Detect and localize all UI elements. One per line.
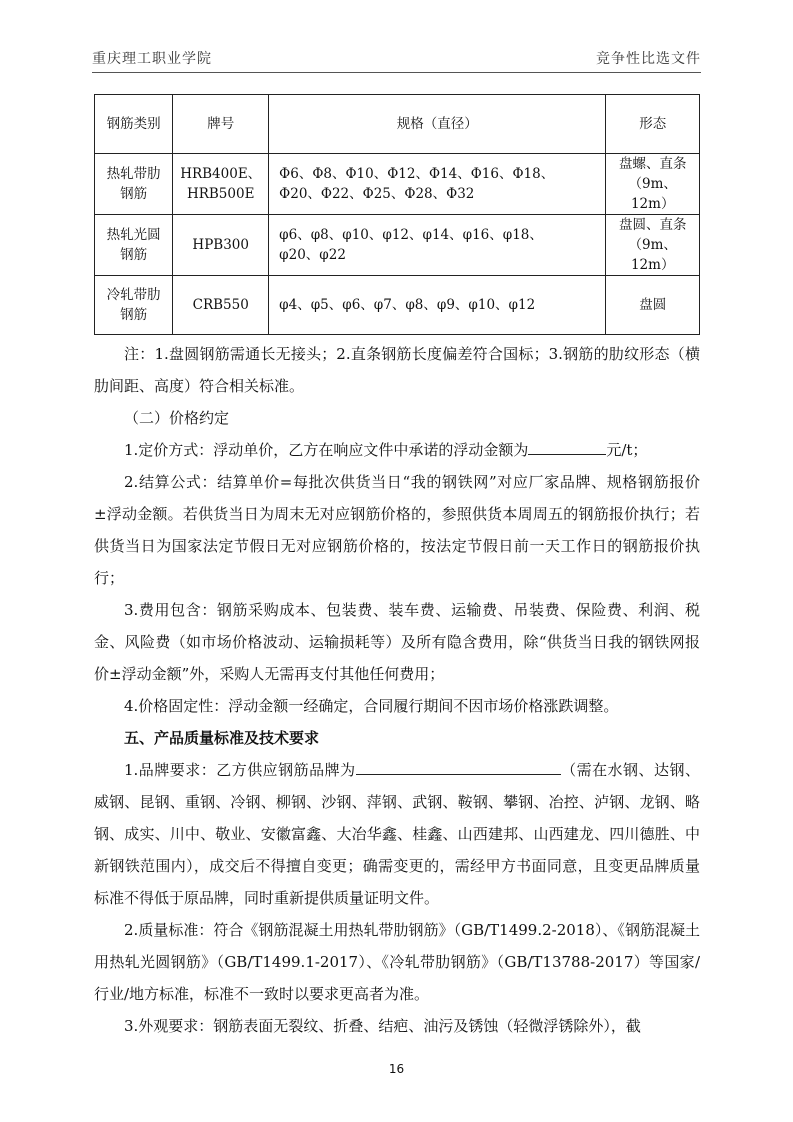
- spec-line: φ20、φ22: [279, 247, 346, 263]
- price-clause-2: 2.结算公式：结算单价=每批次供货当日“我的钢铁网”对应厂家品牌、规格钢筋报价±浮动金额。若供货当日为周末无对应钢筋价格的，参照供货本周周五的钢筋报价执行；若供货当日为国家法定节假日无对应钢筋价格的，按法定节假日前一天工作日的钢筋报价执行；: [94, 473, 700, 587]
- section-heading-quality: 五、产品质量标准及技术要求: [124, 729, 320, 747]
- cell-form: [606, 215, 700, 276]
- page-number: 16: [388, 1062, 405, 1076]
- price-clause-1-text: 1.定价方式：浮动单价，乙方在响应文件中承诺的浮动金额为: [124, 441, 529, 459]
- cell-form: 盘圆: [606, 276, 700, 335]
- cell-category: [95, 215, 173, 276]
- spec-line: Φ20、Φ22、Φ25、Φ28、Φ32: [279, 186, 475, 202]
- category-line: 钢筋: [120, 307, 148, 323]
- brand-blank[interactable]: [356, 756, 561, 775]
- table-note: 注：1.盘圆钢筋需通长无接头；2.直条钢筋长度偏差符合国标；3.钢筋的肋纹形态（横肋间距、高度）符合相关标准。: [94, 345, 700, 395]
- category-line: 热轧光圆: [106, 227, 161, 243]
- quality-clause-1-text: 1.品牌要求：乙方供应钢筋品牌为: [124, 761, 356, 779]
- brand-list-text: （需在水钢、达钢、威钢、昆钢、重钢、冷钢、柳钢、沙钢、萍钢、武钢、鞍钢、攀钢、冶控、泸钢、龙钢、略钢、成实、川中、敬业、安徽富鑫、大冶华鑫、桂鑫、山西建邦、山西建龙、四川德胜、中新钢铁范围内），成交后不得擅自变更；确需变更的，需经甲方书面同意，且变更品牌质量标准不得低于原品牌，同时重新提供质量证明文件。: [94, 761, 700, 907]
- cell-grade: HRB400E、HRB500E: [173, 154, 269, 215]
- quality-clause-3: 3.外观要求：钢筋表面无裂纹、折叠、结疤、油污及锈蚀（轻微浮锈除外），截: [124, 1017, 641, 1035]
- table-header-row: [95, 95, 700, 154]
- cell-spec: [269, 215, 606, 276]
- price-clause-3: 3.费用包含：钢筋采购成本、包装费、装车费、运输费、吊装费、保险费、利润、税金、风险费（如市场价格波动、运输损耗等）及所有隐含费用，除“供货当日我的钢铁网报价±浮动金额”外，采购人无需再支付其他任何费用；: [94, 601, 700, 683]
- cell-category: [95, 276, 173, 335]
- form-line: （9m、12m）: [628, 237, 677, 273]
- section-heading-price: （二）价格约定: [124, 409, 230, 427]
- category-line: 钢筋: [120, 186, 148, 202]
- document-body: [94, 338, 700, 1042]
- price-clause-4: 4.价格固定性：浮动金额一经确定，合同履行期间不因市场价格涨跌调整。: [124, 697, 619, 715]
- header-divider: [92, 72, 701, 73]
- quality-clause-2: 2.质量标准：符合《钢筋混凝土用热轧带肋钢筋》（GB/T1499.2-2018）、《钢筋混凝土用热轧光圆钢筋》（GB/T1499.1-2017）、《冷轧带肋钢筋》（GB/T13788-2017）等国家/行业/地方标准，标准不一致时以要求更高者为准。: [94, 921, 700, 1003]
- header-doc-type: 竞争性比选文件: [596, 51, 701, 67]
- cell-spec: [269, 154, 606, 215]
- cell-grade: CRB550: [173, 276, 269, 335]
- col-header-grade: 牌号: [173, 95, 269, 154]
- col-header-form: 形态: [606, 95, 700, 154]
- spec-line: φ6、φ8、φ10、φ12、φ14、φ16、φ18、: [279, 227, 543, 243]
- spec-line: Φ6、Φ8、Φ10、Φ12、Φ14、Φ16、Φ18、: [279, 166, 555, 182]
- float-amount-blank[interactable]: [528, 436, 606, 455]
- table-row: [95, 215, 700, 276]
- quality-clause-1: [94, 754, 700, 914]
- col-header-spec: 规格（直径）: [269, 95, 606, 154]
- header-institution: 重庆理工职业学院: [92, 51, 212, 67]
- category-line: 冷轧带肋: [106, 287, 161, 303]
- rebar-spec-table: [94, 94, 700, 335]
- cell-grade: HPB300: [173, 215, 269, 276]
- price-clause-1: [94, 434, 700, 466]
- col-header-category: 钢筋类别: [95, 95, 173, 154]
- category-line: 钢筋: [120, 247, 148, 263]
- category-line: 热轧带肋: [106, 166, 161, 182]
- price-unit: 元/t；: [606, 441, 648, 459]
- cell-form: [606, 154, 700, 215]
- table-row: [95, 276, 700, 335]
- cell-category: [95, 154, 173, 215]
- form-line: （9m、12m）: [628, 176, 677, 212]
- table-row: [95, 154, 700, 215]
- form-line: 盘圆、直条: [618, 217, 687, 233]
- cell-spec: φ4、φ5、φ6、φ7、φ8、φ9、φ10、φ12: [269, 276, 606, 335]
- form-line: 盘螺、直条: [618, 156, 687, 172]
